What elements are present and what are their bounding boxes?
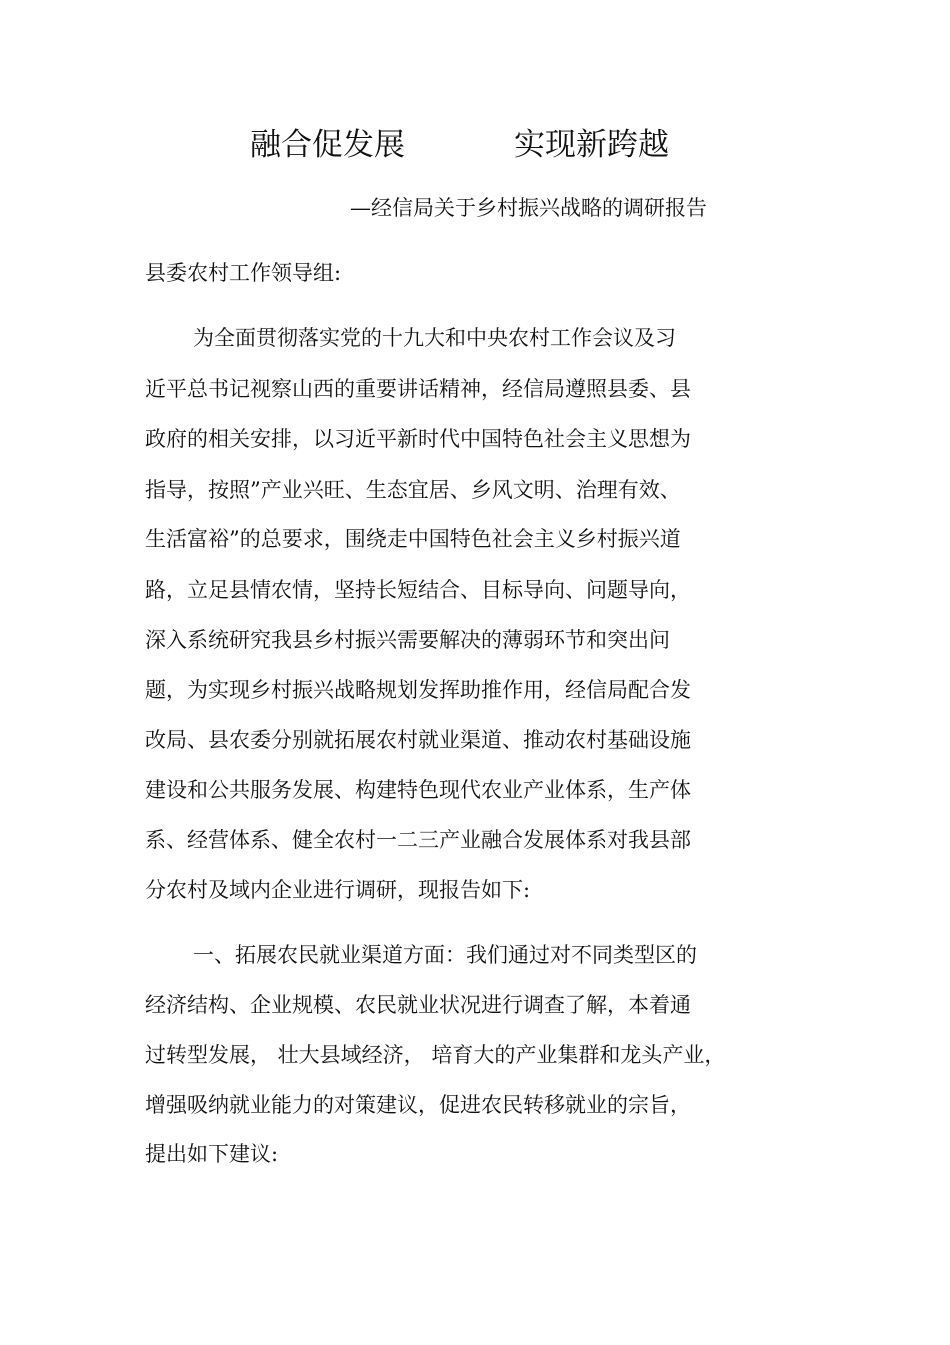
paragraph-2-line: 过转型发展， 壮大县域经济， 培育大的产业集群和龙头产业， — [145, 1043, 726, 1067]
paragraph-1-line: 系、经营体系、健全农村一二三产业融合发展体系对我县部 — [145, 828, 691, 852]
salutation: 县委农村工作领导组: — [145, 261, 342, 285]
paragraph-2-line: 增强吸纳就业能力的对策建议，促进农民转移就业的宗旨， — [145, 1093, 691, 1117]
paragraph-1-line: 建设和公共服务发展、构建特色现代农业产业体系，生产体 — [145, 778, 691, 802]
paragraph-1-line: 路，立足县情农情，坚持长短结合、目标导向、问题导向， — [145, 578, 691, 602]
paragraph-1-line: 题，为实现乡村振兴战略规划发挥助推作用，经信局配合发 — [145, 678, 691, 702]
paragraph-1-line: 分农村及域内企业进行调研，现报告如下: — [145, 878, 531, 902]
title-part-2: 实现新跨越 — [514, 127, 669, 163]
paragraph-1-line: 生活富裕”的总要求，围绕走中国特色社会主义乡村振兴道 — [145, 527, 681, 551]
paragraph-1-line: 为全面贯彻落实党的十九大和中央农村工作会议及习 — [193, 326, 676, 350]
paragraph-2-line: 一、拓展农民就业渠道方面：我们通过对不同类型区的 — [193, 943, 697, 967]
document-subtitle: —经信局关于乡村振兴战略的调研报告 — [350, 196, 707, 220]
document-title — [0, 125, 950, 165]
paragraph-1-line: 改局、县农委分别就拓展农村就业渠道、推动农村基础设施 — [145, 728, 691, 752]
paragraph-1-line: 指导，按照”产业兴旺、生态宜居、乡风文明、治理有效、 — [145, 478, 681, 502]
paragraph-1-line: 深入系统研究我县乡村振兴需要解决的薄弱环节和突出问 — [145, 628, 670, 652]
title-part-1: 融合促发展 — [250, 127, 405, 163]
paragraph-2-line: 经济结构、企业规模、农民就业状况进行调查了解，本着通 — [145, 993, 691, 1017]
paragraph-1-line: 政府的相关安排，以习近平新时代中国特色社会主义思想为 — [145, 427, 691, 451]
paragraph-2-line: 提出如下建议: — [145, 1142, 279, 1166]
paragraph-1-line: 近平总书记视察山西的重要讲话精神，经信局遵照县委、县 — [145, 377, 691, 401]
